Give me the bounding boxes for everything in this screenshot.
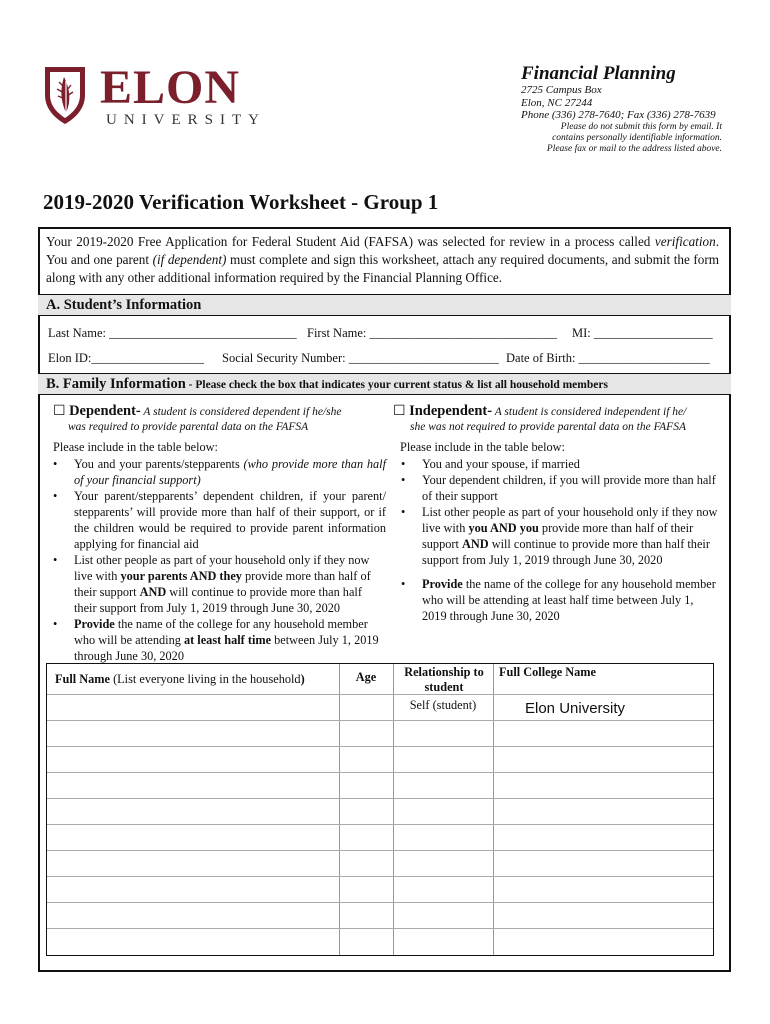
student-info-row-2 <box>0 351 770 369</box>
document-title: 2019-2020 Verification Worksheet - Group 1 <box>43 190 439 214</box>
independent-include-note: Please include in the table below: <box>400 440 565 454</box>
first-name-field[interactable]: First Name: ______________________________ <box>307 326 557 340</box>
office-address <box>521 84 716 122</box>
dependent-include-note: Please include in the table below: <box>53 440 218 454</box>
row-divider <box>47 772 713 773</box>
independent-desc: A student is considered independent if he/ <box>492 406 687 418</box>
college-cell[interactable]: Elon University <box>525 700 626 717</box>
column-divider <box>339 664 340 955</box>
section-b-header <box>38 373 731 395</box>
logo-wordmark: ELON <box>100 61 241 114</box>
column-divider <box>493 664 494 955</box>
header-age: Age <box>355 670 377 684</box>
row-divider <box>47 746 713 747</box>
last-name-field[interactable]: Last Name: ______________________________ <box>48 326 297 340</box>
elon-id-field[interactable]: Elon ID:__________________ <box>48 351 204 365</box>
header-full-name: Full Name (List everyone living in the household) <box>55 672 305 686</box>
row-divider <box>47 694 713 695</box>
mi-field[interactable]: MI: ___________________ <box>572 326 713 340</box>
notice-line: Please fax or mail to the address listed above. <box>546 144 722 154</box>
dependent-list <box>46 456 386 664</box>
independent-option[interactable] <box>393 403 686 420</box>
address-line: Phone (336) 278-7640; Fax (336) 278-7639 <box>521 109 716 121</box>
independent-label: Independent- <box>409 403 493 419</box>
row-divider <box>47 798 713 799</box>
dependent-option[interactable] <box>53 403 341 420</box>
row-divider <box>47 850 713 851</box>
ssn-field[interactable]: Social Security Number: ________________________ <box>222 351 499 365</box>
row-divider <box>47 902 713 903</box>
row-divider <box>47 720 713 721</box>
list-item: • Provide the name of the college for any household member who will be attending at least half time between July 1, 2019 through June 30, 2020 <box>46 616 386 664</box>
independent-checkbox[interactable]: ☐ <box>393 404 406 419</box>
list-item: • List other people as part of your household only if they now live with you AND you provide more than half of their support AND will continue to provide more than half their support from July 1, 2019 through June 30, 2020 <box>394 504 719 568</box>
notice-line: Please do not submit this form by email. It <box>560 122 722 132</box>
list-item: • Your dependent children, if you will provide more than half of their support <box>394 472 719 504</box>
dependent-desc-line2: was required to provide parental data on the FAFSA <box>68 421 309 433</box>
relationship-cell[interactable]: Self (student) <box>409 698 477 712</box>
row-divider <box>47 876 713 877</box>
dob-field[interactable]: Date of Birth: _____________________ <box>506 351 710 365</box>
dependent-checkbox[interactable]: ☐ <box>53 404 66 419</box>
row-divider <box>47 928 713 929</box>
address-line: Elon, NC 27244 <box>521 96 593 109</box>
household-table <box>46 663 714 956</box>
elon-shield-logo-icon <box>42 65 88 125</box>
row-divider <box>47 824 713 825</box>
section-b-title: B. Family Information - Please check the box that indicates your current status & list all household members <box>46 376 608 392</box>
independent-list <box>394 456 719 624</box>
independent-desc-line2: she was not required to provide parental data on the FAFSA <box>410 421 686 433</box>
intro-paragraph: Your 2019-2020 Free Application for Federal Student Aid (FAFSA) was selected for review in a process called verification. You and one parent (if dependent) must complete and sign this worksheet, attach any required documents, and submit the form along with any other additional information required by the Financial Planning Office. <box>46 234 720 285</box>
office-title: Financial Planning <box>521 63 676 84</box>
notice-line: contains personally identifiable information. <box>552 133 722 143</box>
section-a-title: A. Student’s Information <box>46 297 202 313</box>
header-relationship: Relationship to student <box>404 665 484 694</box>
logo-subtitle: UNIVERSITY <box>106 112 266 128</box>
dependent-label: Dependent- <box>69 403 141 419</box>
email-notice <box>462 122 722 155</box>
header-college: Full College Name <box>499 665 596 679</box>
section-a-header <box>38 294 731 316</box>
student-info-row-1 <box>0 326 770 344</box>
address-line: 2725 Campus Box <box>521 84 602 96</box>
list-item: • You and your parents/stepparents (who provide more than half of your financial support) <box>46 456 386 488</box>
list-item: • You and your spouse, if married <box>394 456 719 472</box>
list-item: • Your parent/stepparents’ dependent children, if your parent/ stepparents’ will provide more than half of their support, or if the children would be required to provide parent information applying for financial aid <box>46 488 386 552</box>
dependent-desc: A student is considered dependent if he/she <box>140 406 342 418</box>
list-item: • List other people as part of your household only if they now live with your parents AND they provide more than half of their support AND will continue to provide more than half their support from July 1, 2019 through June 30, 2020 <box>46 552 386 616</box>
list-item: • Provide the name of the college for any household member who will be attending at least half time between July 1, 2019 through June 30, 2020 <box>394 576 719 624</box>
